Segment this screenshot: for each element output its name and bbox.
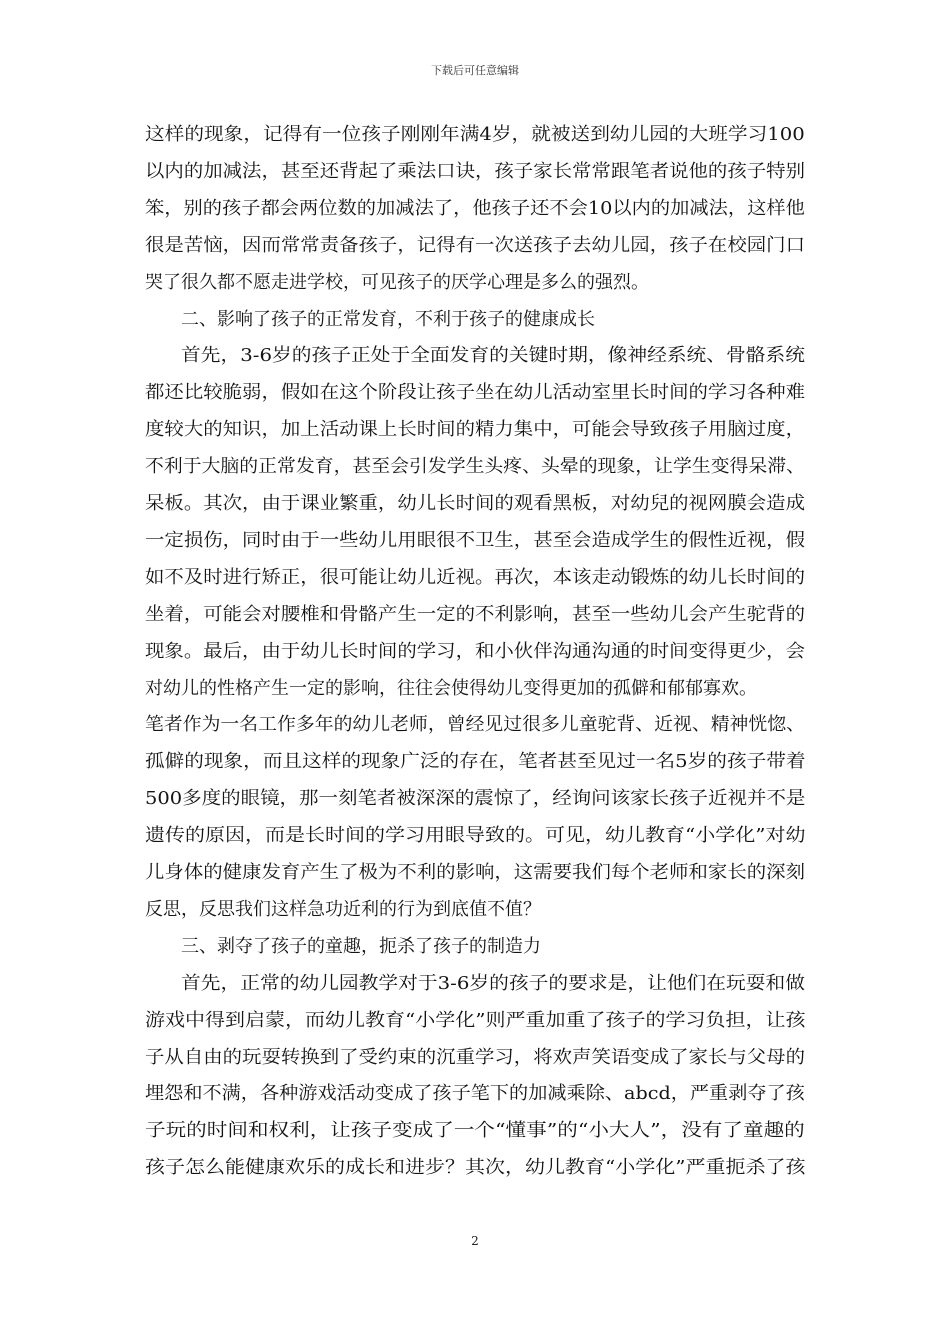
text-line: 子玩的时间和权利，让孩子变成了一个“懂事”的“小大人”，没有了童趣的 [145, 1120, 805, 1142]
text-line: 对幼儿的性格产生一定的影响，往往会使得幼儿变得更加的孤僻和郁郁寡欢。 [145, 677, 757, 699]
text-line: 很是苦恼，因而常常责备孩子，记得有一次送孩子去幼儿园，孩子在校园门口 [145, 234, 805, 256]
text-line: 度较大的知识，加上活动课上长时间的精力集中，可能会导致孩子用脑过度， [145, 419, 805, 441]
text-line: 坐着，可能会对腰椎和骨骼产生一定的不利影响，甚至一些幼儿会产生驼背的 [145, 603, 805, 625]
text-line: 如不及时进行矫正，很可能让幼儿近视。再次，本该走动锻炼的幼儿长时间的 [145, 566, 805, 588]
text-line: 哭了很久都不愿走进学校，可见孩子的厌学心理是多么的强烈。 [145, 271, 649, 293]
text-line: 孤僻的现象，而且这样的现象广泛的存在，笔者甚至见过一名5岁的孩子带着 [145, 751, 806, 773]
text-line: 这样的现象，记得有一位孩子刚刚年满4岁，就被送到幼儿园的大班学习100 [145, 124, 805, 145]
text-line: 都还比较脆弱，假如在这个阶段让孩子坐在幼儿活动室里长时间的学习各种难 [145, 382, 805, 404]
text-line: 呆板。其次，由于课业繁重，幼儿长时间的观看黑板，对幼兒的视网膜会造成 [145, 493, 805, 514]
text-line: 现象。最后，由于幼儿长时间的学习，和小伙伴沟通沟通的时间变得更少，会 [145, 640, 805, 662]
text-line: 游戏中得到启蒙，而幼儿教育“小学化”则严重加重了孩子的学习负担，让孩 [145, 1009, 806, 1031]
page-number: 2 [471, 1234, 479, 1248]
text-line: 埋怨和不满，各种游戏活动变成了孩子笔下的加减乘除、abcd，严重剥夺了孩 [145, 1083, 805, 1105]
text-line: 以内的加减法，甚至还背起了乘法口诀，孩子家长常常跟笔者说他的孩子特别 [145, 160, 805, 182]
page-header: 下载后可任意编辑 [431, 64, 519, 77]
text-line: 一定损伤，同时由于一些幼儿用眼很不卫生，甚至会造成学生的假性近视，假 [145, 529, 805, 551]
text-line: 笨，别的孩子都会两位数的加减法了，他孩子还不会10以内的加减法，这样他 [145, 197, 805, 219]
text-line: 孩子怎么能健康欢乐的成长和进步？其次，幼儿教育“小学化”严重扼杀了孩 [145, 1157, 806, 1179]
section-heading: 二、影响了孩子的正常发育，不利于孩子的健康成长 [181, 308, 595, 330]
text-line: 首先，正常的幼儿园教学对于3-6岁的孩子的要求是，让他们在玩耍和做 [181, 972, 806, 994]
text-line: 笔者作为一名工作多年的幼儿老师，曾经见过很多儿童驼背、近视、精神恍惚、 [145, 714, 805, 736]
text-line: 500多度的眼镜，那一刻笔者被深深的震惊了，经询问该家长孩子近视并不是 [145, 788, 806, 810]
text-line: 遗传的原因，而是长时间的学习用眼导致的。可见，幼儿教育“小学化”对幼 [145, 825, 806, 847]
text-line: 反思，反思我们这样急功近利的行为到底值不值？ [145, 898, 541, 920]
section-heading: 三、剥夺了孩子的童趣，扼杀了孩子的制造力 [181, 935, 541, 957]
text-line: 儿身体的健康发育产生了极为不利的影响，这需要我们每个老师和家长的深刻 [145, 862, 805, 883]
text-line: 首先，3-6岁的孩子正处于全面发育的关键时期，像神经系统、骨骼系统 [181, 345, 806, 367]
text-line: 不利于大脑的正常发育，甚至会引发学生头疼、头晕的现象，让学生变得呆滞、 [145, 456, 805, 478]
text-line: 子从自由的玩耍转换到了受约束的沉重学习，将欢声笑语变成了家长与父母的 [145, 1046, 805, 1068]
